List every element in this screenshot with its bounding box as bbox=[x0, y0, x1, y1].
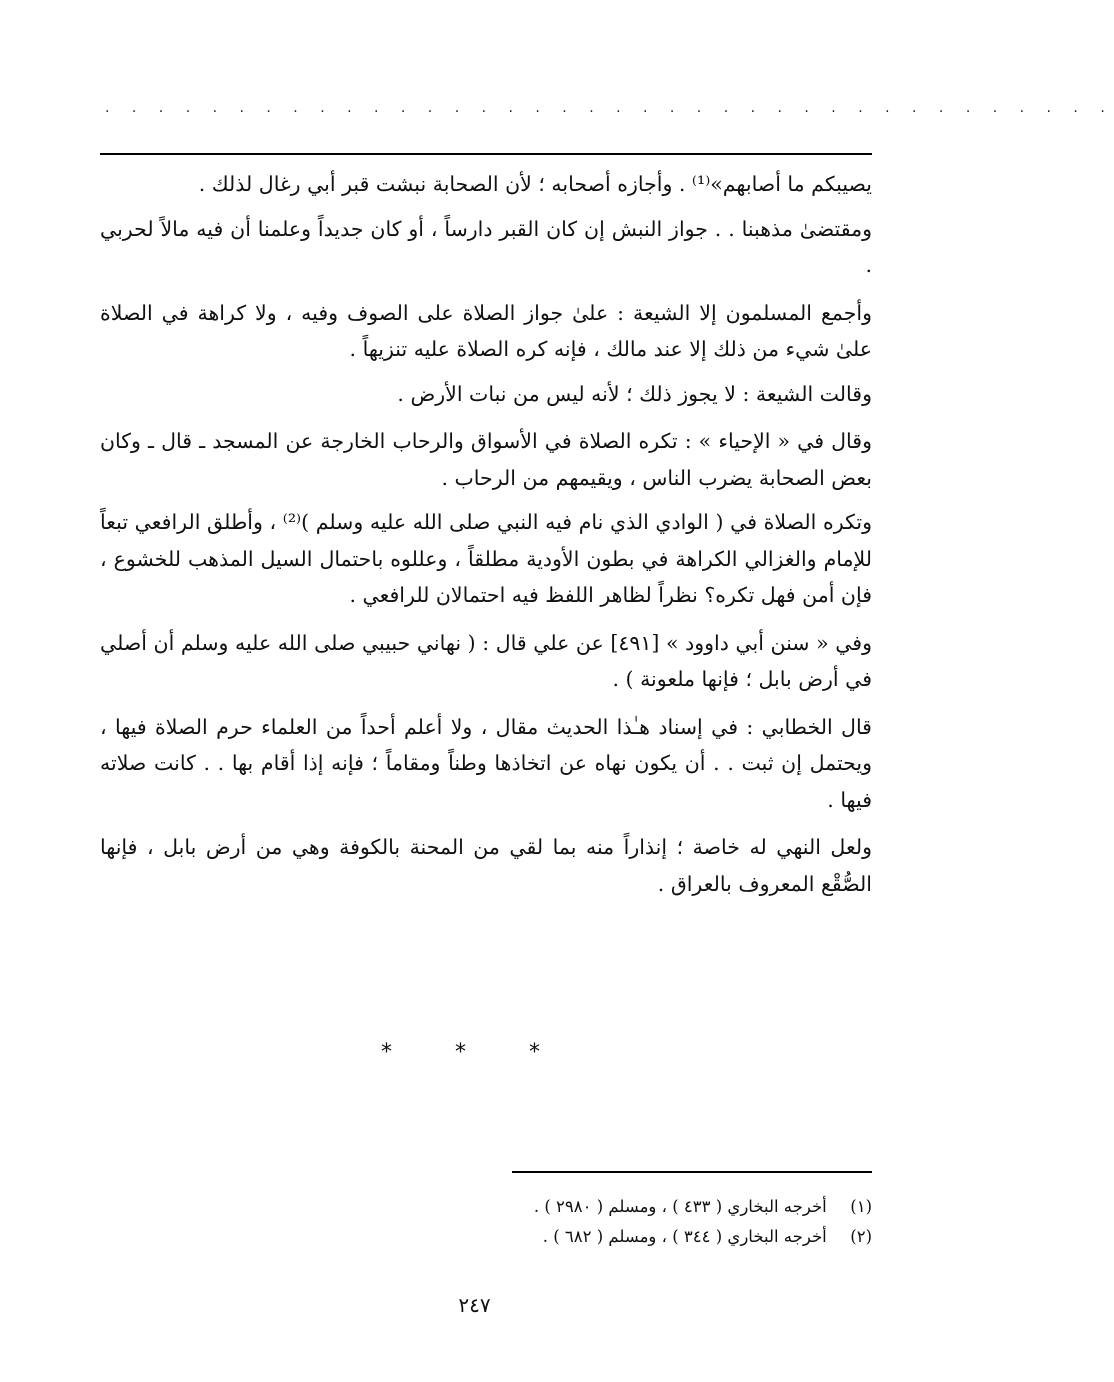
paragraph: يصيبكم ما أصابهم»⁽¹⁾ . وأجازه أصحابه ؛ لأن الصحابة نبشت قبر أبي رغال لذلك . bbox=[198, 172, 872, 196]
footnote-number: (١) bbox=[850, 1197, 872, 1216]
footnote bbox=[300, 1222, 872, 1252]
paragraph: وقالت الشيعة : لا يجوز ذلك ؛ لأنه ليس من نبات الأرض . bbox=[397, 381, 872, 406]
footnote-text: أخرجه البخاري ( ٤٣٣ ) ، ومسلم ( ٢٩٨٠ ) . bbox=[533, 1197, 827, 1216]
header-rule bbox=[100, 153, 872, 155]
main-text bbox=[100, 166, 872, 913]
paragraph: وأجمع المسلمون إلا الشيعة : علىٰ جواز الصلاة على الصوف وفيه ، ولا كراهة في الصلاة علىٰ شيء من ذلك إلا عند مالك ، فإنه كره الصلاة عليه تنزيهاً . bbox=[100, 300, 872, 361]
paragraph: وتكره الصلاة في ( الوادي الذي نام فيه النبي صلى الله عليه وسلم )⁽²⁾ ، وأطلق الرافعي تبعاً للإمام والغزالي الكراهة في بطون الأودية مطلقاً ، وعللوه باحتمال السيل المذهب للخشوع ، فإن أمن فهل تكره؟ نظراً لظاهر اللفظ فيه احتمالان للرافعي . bbox=[100, 510, 873, 607]
header-dotted-line: . . . . . . . . . . . . . . . . . . . . . . . . . . . . . . . . . . . . . . bbox=[105, 100, 1114, 116]
section-separator: * * * bbox=[381, 1040, 568, 1065]
paragraph: وقال في « الإحياء » : تكره الصلاة في الأسواق والرحاب الخارجة عن المسجد ـ قال ـ وكان بعض الصحابة يضرب الناس ، ويقيمهم من الرحاب . bbox=[100, 429, 872, 490]
footnotes bbox=[300, 1192, 872, 1252]
footnote-text: أخرجه البخاري ( ٣٤٤ ) ، ومسلم ( ٦٨٢ ) . bbox=[542, 1227, 827, 1246]
footnote-rule bbox=[512, 1171, 872, 1173]
footnote-number: (٢) bbox=[850, 1227, 872, 1246]
paragraph: ولعل النهي له خاصة ؛ إنذاراً منه بما لقي من المحنة بالكوفة وهي من أرض بابل ، فإنها الصُّقْع المعروف بالعراق . bbox=[100, 835, 872, 896]
paragraph: ومقتضىٰ مذهبنا . . جواز النبش إن كان القبر دارساً ، أو كان جديداً وعلمنا أن فيه مالاً لحربي . bbox=[100, 216, 872, 277]
paragraph: وفي « سنن أبي داوود » [٤٩١] عن علي قال : ( نهاني حبيبي صلى الله عليه وسلم أن أصلي في أرض بابل ؛ فإنها ملعونة ) . bbox=[100, 630, 872, 691]
page-number: ٢٤٧ bbox=[458, 1293, 491, 1317]
footnote bbox=[300, 1192, 872, 1222]
paragraph: قال الخطابي : في إسناد هـٰذا الحديث مقال ، ولا أعلم أحداً من العلماء حرم الصلاة فيها ، ويحتمل إن ثبت . . أن يكون نهاه عن اتخاذها وطناً ومقاماً ؛ فإنه إذا أقام بها . . كانت صلاته فيها . bbox=[100, 714, 872, 812]
